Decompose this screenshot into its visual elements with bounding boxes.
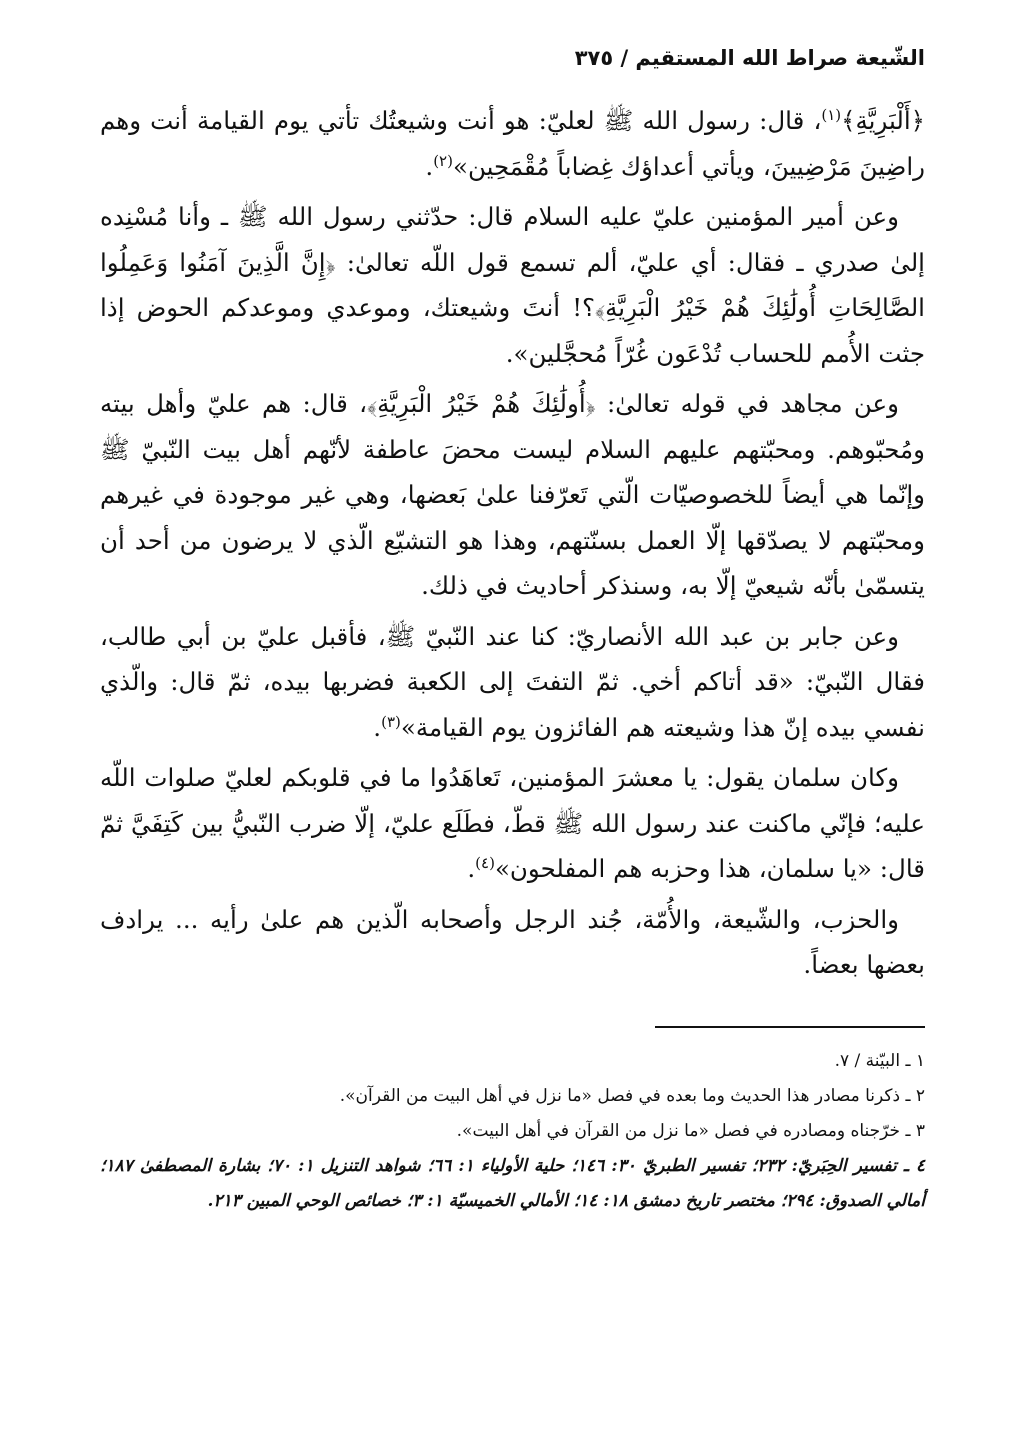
paragraph-3: وعن مجاهد في قوله تعالىٰ: ﴿أُولَٰئِكَ هُمْ خَيْرُ الْبَرِيَّةِ﴾، قال: هم عليّ وأهل بيته ومُحبّوهم. ومحبّتهم عليهم السلام ليست محضَ عاطفة لأنّهم أهل بيت النّبيّ ﷺ وإنّما هي أيضاً للخصوصيّات الّتي تَعرّفنا علىٰ بَعضها، وهي غير موجودة في غيرهم ومحبّتهم لا يصدّقها إلّا العمل بسنّتهم، وهذا هو التشيّع الّذي لا يرضون من أحد أن يتسمّىٰ بأنّه شيعيّ إلّا به، وسنذكر أحاديث في ذلك. bbox=[100, 389, 925, 600]
footnote-3: ٣ ـ خرّجناه ومصادره في فصل «ما نزل من القرآن في أهل البيت». bbox=[456, 1120, 925, 1141]
footnote-ref-4[interactable]: (٤) bbox=[475, 853, 495, 872]
footnote-2: ٢ ـ ذكرنا مصادر هذا الحديث وما بعده في فصل «ما نزل في أهل البيت من القرآن». bbox=[339, 1085, 925, 1106]
running-header: الشّيعة صراط الله المستقيم / ٣٧٥ bbox=[574, 46, 925, 70]
paragraph-5 bbox=[100, 755, 925, 892]
paragraph-1-quran-word: ﴿أَلْبَرِيَّةِ﴾ bbox=[841, 106, 925, 135]
footnote-divider bbox=[655, 1026, 925, 1028]
paragraph-4-text: وعن جابر بن عبد الله الأنصاريّ: كنا عند النّبيّ ﷺ، فأقبل عليّ بن أبي طالب، فقال النّبيّ: «قد أتاكم أخي. ثمّ التفتَ إلى الكعبة فضربها بيده، ثمّ قال: والّذي نفسي بيده إنّ هذا وشيعته هم الفائزون يوم القيامة» bbox=[100, 621, 925, 742]
footnote-ref-3[interactable]: (٣) bbox=[381, 712, 401, 731]
footnote-4: ٤ ـ تفسير الحِبَريّ: ٢٣٢؛ تفسير الطبريّ ٣٠: ١٤٦؛ حلية الأولياء ١: ٦٦؛ شواهد التنزيل ١: ٧٠؛ بشارة المصطفىٰ ١٨٧؛ أمالي الصدوق: ٢٩٤؛ مختصر تاريخ دمشق ١٨: ١٤؛ الأمالي الخميسيّة ١: ٣؛ خصائص الوحي المبين ٢١٣. bbox=[100, 1155, 925, 1211]
main-text bbox=[100, 98, 925, 988]
footnote-ref-2[interactable]: (٢) bbox=[433, 151, 453, 170]
paragraph-5-end: . bbox=[467, 854, 476, 883]
paragraph-4 bbox=[100, 614, 925, 751]
book-page bbox=[100, 40, 925, 1391]
paragraph-5-text: وكان سلمان يقول: يا معشرَ المؤمنين، تَعاهَدُوا ما في قلوبكم لعليّ صلوات اللّه عليه؛ فإنّي ماكنت عند رسول الله ﷺ قطّ، فطَلَع عليّ، إلّا ضرب النّبيُّ بين كَتِفَيَّ ثمّ قال: «يا سلمان، هذا وحزبه هم المفلحون» bbox=[100, 763, 925, 883]
paragraph-1-end: . bbox=[425, 151, 434, 181]
footnote-ref-1[interactable]: (١) bbox=[821, 105, 842, 124]
paragraph-4-end: . bbox=[373, 712, 382, 742]
paragraph-2: وعن أمير المؤمنين عليّ عليه السلام قال: حدّثني رسول الله ﷺ ـ وأنا مُسْنِده إلىٰ صدري ـ فقال: أي عليّ، ألم تسمع قول اللّه تعالىٰ: ﴿إِنَّ الَّذِينَ آمَنُوا وَعَمِلُوا الصَّالِحَاتِ أُولَٰئِكَ هُمْ خَيْرُ الْبَرِيَّةِ﴾؟! أنتَ وشيعتك، وموعدي وموعدكم الحوض إذا جثت الأُمم للحساب تُدْعَون غُرّاً مُحجَّلين». bbox=[100, 202, 925, 368]
footnotes-section bbox=[100, 1044, 925, 1219]
footnote-1: ١ ـ البيّنة / ٧. bbox=[834, 1050, 925, 1071]
paragraph-1 bbox=[100, 98, 925, 189]
paragraph-6: والحزب، والشّيعة، والأُمّة، جُند الرجل وأصحابه الّذين هم علىٰ رأيه ... يرادف بعضها بعضاً. bbox=[100, 904, 925, 979]
paragraph-1-text: ، قال: رسول الله ﷺ لعليّ: هو أنت وشيعتُك تأتي يوم القيامة أنت وهم راضِينَ مَرْضِيينَ، ويأتي أعداؤك غِضاباً مُقْمَحِين» bbox=[100, 106, 925, 181]
